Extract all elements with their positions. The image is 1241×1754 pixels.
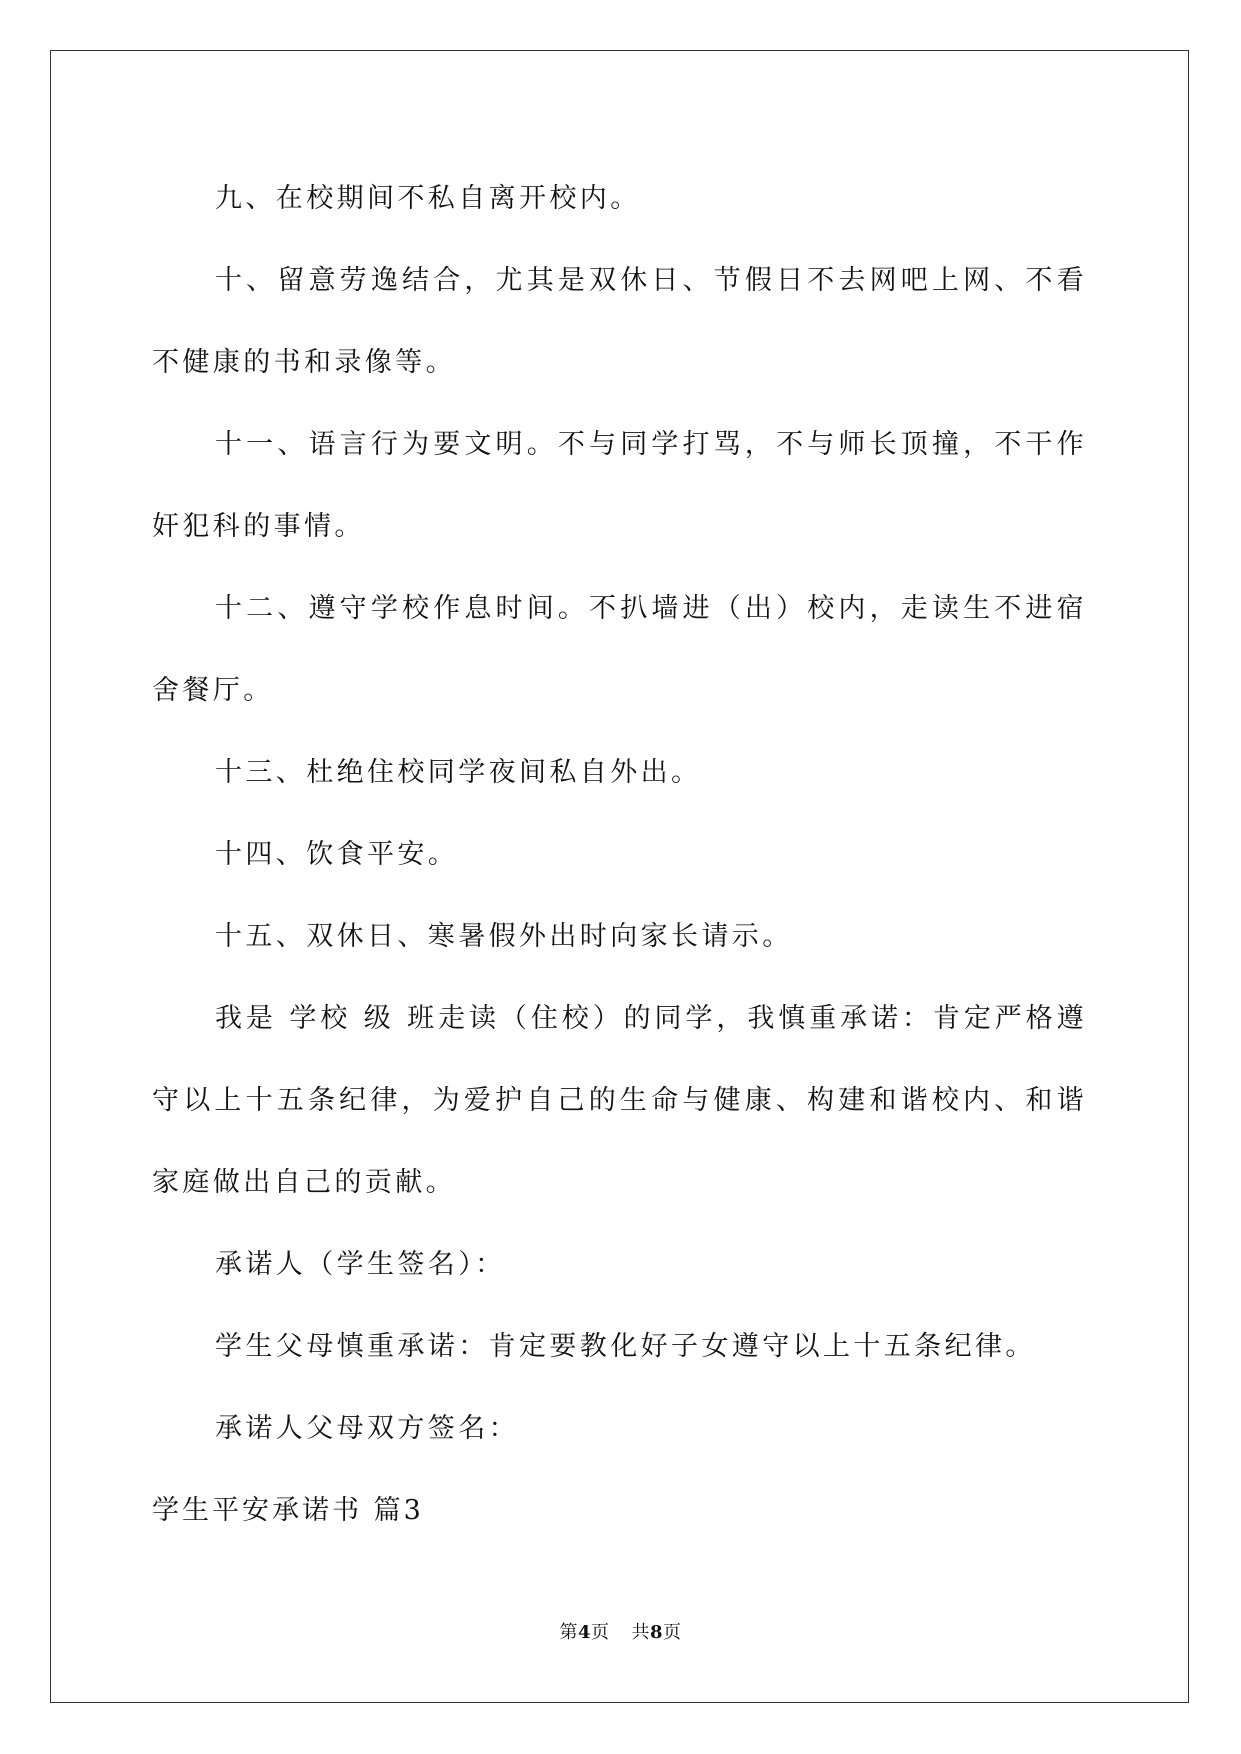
paragraph-student-signature: 承诺人（学生签名）： xyxy=(215,1249,506,1280)
paragraph-rule-11: 十一、语言行为要文明。不与同学打骂，不与师长顶撞，不干作奸犯科的事情。 xyxy=(152,429,1087,542)
footer-current-page: 4 xyxy=(577,1622,591,1643)
paragraph-parent-pledge: 学生父母慎重承诺：肯定要教化好子女遵守以上十五条纪律。 xyxy=(215,1331,1036,1362)
paragraph-rule-12: 十二、遵守学校作息时间。不扒墙进（出）校内，走读生不进宿舍餐厅。 xyxy=(152,593,1087,706)
paragraph-rule-13: 十三、杜绝住校同学夜间私自外出。 xyxy=(215,757,702,788)
paragraph-rule-10: 十、留意劳逸结合，尤其是双休日、节假日不去网吧上网、不看不健康的书和录像等。 xyxy=(152,265,1087,378)
footer-total-pages: 8 xyxy=(650,1622,664,1643)
paragraph-student-pledge: 我是 学校 级 班走读（住校）的同学，我慎重承诺：肯定严格遵守以上十五条纪律，为爱护自己的生命与健康、构建和谐校内、和谐家庭做出自己的贡献。 xyxy=(152,1003,1087,1198)
paragraph-rule-9: 九、在校期间不私自离开校内。 xyxy=(215,183,641,214)
paragraph-parent-signature: 承诺人父母双方签名： xyxy=(215,1413,519,1444)
paragraph-rule-15: 十五、双休日、寒暑假外出时向家长请示。 xyxy=(215,921,793,952)
footer-page-word: 页 xyxy=(591,1622,610,1643)
paragraph-rule-14: 十四、饮食平安。 xyxy=(215,839,459,870)
footer-total-suffix: 页 xyxy=(663,1622,682,1643)
document-body xyxy=(152,158,1087,1552)
footer-prefix: 第 xyxy=(559,1622,578,1643)
footer-total-prefix: 共 xyxy=(631,1622,650,1643)
section-heading: 学生平安承诺书 篇3 xyxy=(152,1495,424,1526)
page-footer xyxy=(0,1618,1241,1644)
